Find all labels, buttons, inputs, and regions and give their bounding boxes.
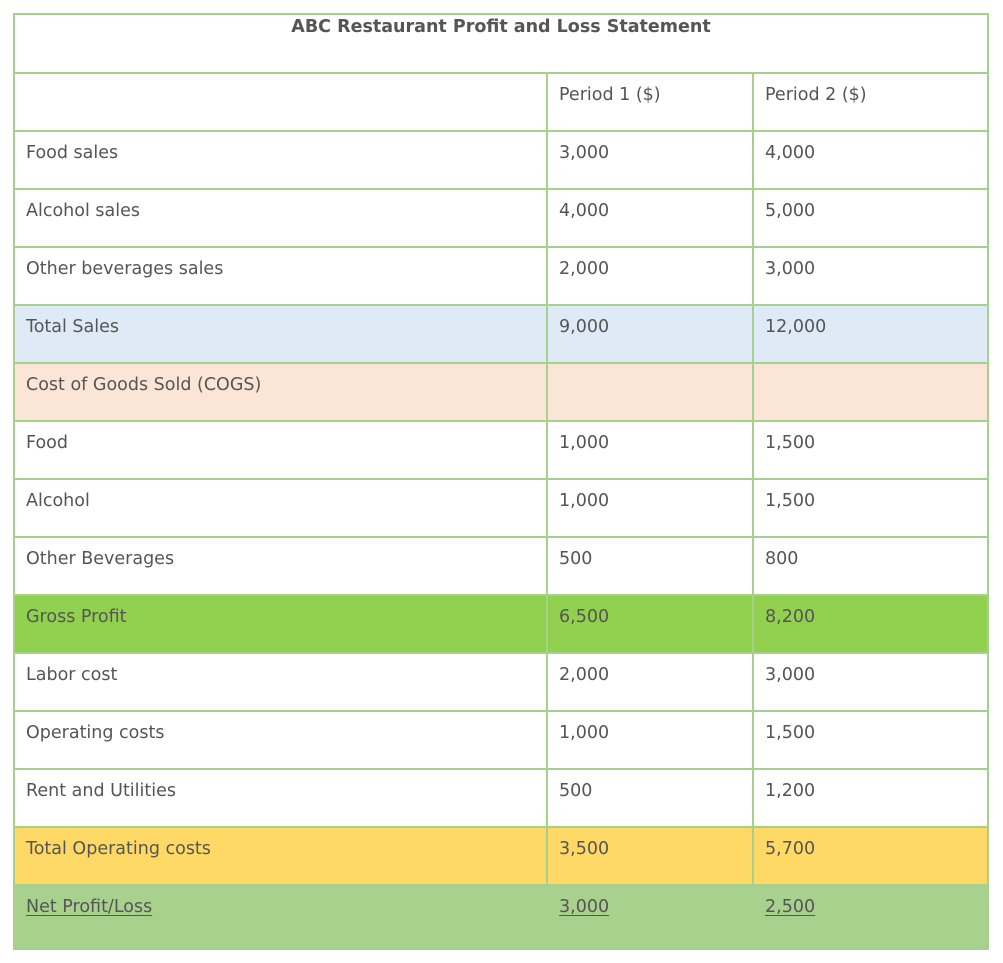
- row-food-sales: [15, 131, 987, 189]
- row-label: Operating costs: [15, 711, 547, 769]
- row-label: Cost of Goods Sold (COGS): [15, 363, 547, 421]
- row-label: Labor cost: [15, 653, 547, 711]
- row-period-2-value: 1,500: [753, 421, 987, 479]
- row-label: Alcohol sales: [15, 189, 547, 247]
- header-period-2: Period 2 ($): [753, 73, 987, 131]
- row-period-1-value: 500: [547, 769, 753, 827]
- row-period-1-value: [547, 363, 753, 421]
- row-period-1-value: 1,000: [547, 711, 753, 769]
- net-profit-label: Net Profit/Loss: [26, 897, 153, 917]
- row-period-2-value: 8,200: [753, 595, 987, 653]
- row-label: Food: [15, 421, 547, 479]
- row-label: Total Operating costs: [15, 827, 547, 885]
- row-cogs-alcohol: [15, 479, 987, 537]
- row-label: Other beverages sales: [15, 247, 547, 305]
- row-label: Food sales: [15, 131, 547, 189]
- table-title: ABC Restaurant Profit and Loss Statement: [15, 15, 987, 73]
- header-label-cell: [15, 73, 547, 131]
- row-cogs-header: [15, 363, 987, 421]
- row-period-1-value: 1,000: [547, 421, 753, 479]
- row-period-2-value: 1,500: [753, 479, 987, 537]
- net-profit-period-2: 2,500: [765, 897, 816, 917]
- row-period-2-value: 800: [753, 537, 987, 595]
- row-period-2-value: 4,000: [753, 131, 987, 189]
- row-label: Alcohol: [15, 479, 547, 537]
- row-period-2-value: 1,500: [753, 711, 987, 769]
- row-label: [15, 885, 547, 948]
- row-label: Gross Profit: [15, 595, 547, 653]
- row-alcohol-sales: [15, 189, 987, 247]
- row-period-2-value: 3,000: [753, 653, 987, 711]
- row-period-2-value: 12,000: [753, 305, 987, 363]
- row-net-profit-loss: [15, 885, 987, 948]
- row-operating-costs: [15, 711, 987, 769]
- row-label: Total Sales: [15, 305, 547, 363]
- row-period-1-value: 1,000: [547, 479, 753, 537]
- row-period-1-value: 3,500: [547, 827, 753, 885]
- row-period-2-value: 5,000: [753, 189, 987, 247]
- row-labor-cost: [15, 653, 987, 711]
- pl-statement-table-container: [13, 13, 989, 950]
- row-period-1-value: 500: [547, 537, 753, 595]
- row-other-beverages-sales: [15, 247, 987, 305]
- row-period-1-value: 2,000: [547, 653, 753, 711]
- row-period-2-value: [753, 885, 987, 948]
- row-period-2-value: 5,700: [753, 827, 987, 885]
- row-period-2-value: 3,000: [753, 247, 987, 305]
- row-period-2-value: 1,200: [753, 769, 987, 827]
- row-period-1-value: 3,000: [547, 131, 753, 189]
- row-period-1-value: 2,000: [547, 247, 753, 305]
- row-period-1-value: [547, 885, 753, 948]
- pl-statement-table: [15, 15, 987, 948]
- title-row: [15, 15, 987, 73]
- row-period-1-value: 4,000: [547, 189, 753, 247]
- row-rent-and-utilities: [15, 769, 987, 827]
- row-gross-profit: [15, 595, 987, 653]
- header-row: [15, 73, 987, 131]
- row-total-operating-costs: [15, 827, 987, 885]
- row-cogs-other-beverages: [15, 537, 987, 595]
- row-total-sales: [15, 305, 987, 363]
- row-label: Other Beverages: [15, 537, 547, 595]
- row-label: Rent and Utilities: [15, 769, 547, 827]
- row-period-1-value: 9,000: [547, 305, 753, 363]
- row-cogs-food: [15, 421, 987, 479]
- net-profit-period-1: 3,000: [559, 897, 610, 917]
- header-period-1: Period 1 ($): [547, 73, 753, 131]
- row-period-1-value: 6,500: [547, 595, 753, 653]
- row-period-2-value: [753, 363, 987, 421]
